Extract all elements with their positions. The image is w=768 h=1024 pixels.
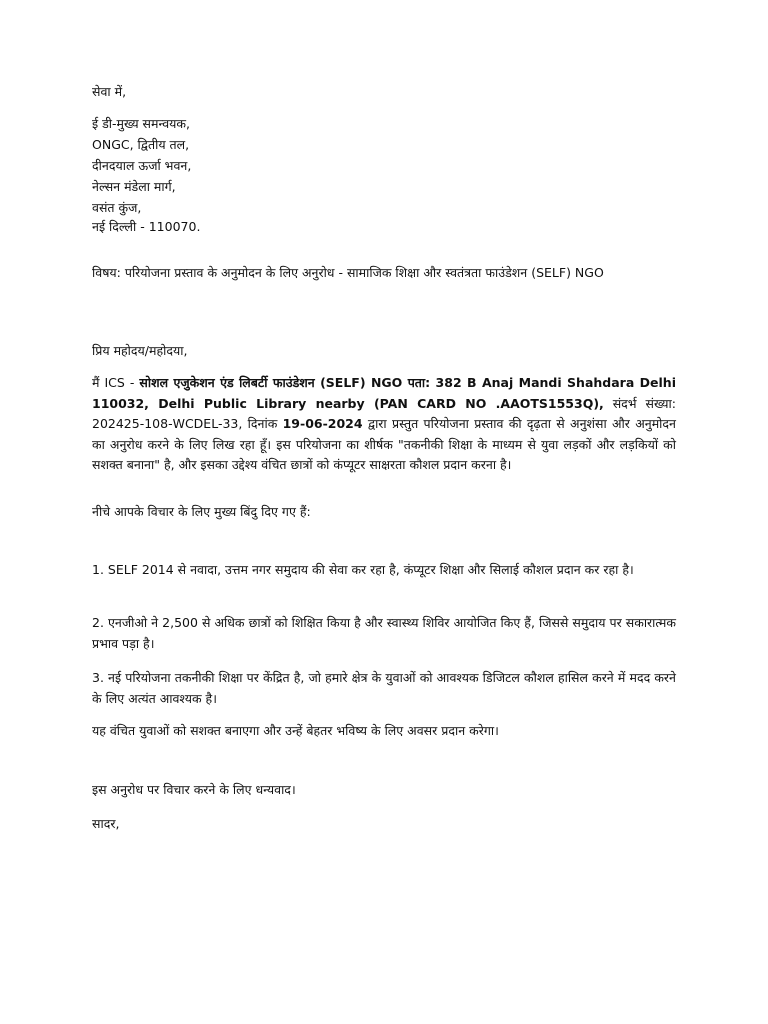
address-line: ONGC, द्वितीय तल, bbox=[92, 137, 190, 152]
intro-text: संदर्भ संख्या: 202425-108-WCDEL-33, दिनांक bbox=[92, 395, 676, 431]
point-item: 2. एनजीओ ने 2,500 से अधिक छात्रों को शिक्षित किया है और स्वास्थ्य शिविर आयोजित किए हैं, जिससे समुदाय पर सकारात्मक प्रभाव पड़ा है। bbox=[92, 615, 676, 651]
address-line: वसंत कुंज, bbox=[92, 200, 142, 215]
greeting: प्रिय महोदय/महोदया, bbox=[92, 343, 188, 358]
thanks-line: इस अनुरोध पर विचार करने के लिए धन्यवाद। bbox=[92, 782, 296, 797]
intro-text: द्वारा प्रस्तुत परियोजना प्रस्ताव की दृढ़ता से अनुशंसा और अनुमोदन का अनुरोध करने के लिए लिख रहा हूँ। इस परियोजना का शीर्षक "तकनीकी शिक्षा के माध्यम से युवा लड़कों और लड़कियों को सशक्त बनाना" है, और इसका उद्देश्य वंचित छात्रों को कंप्यूटर साक्षरता कौशल प्रदान करना है। bbox=[92, 416, 676, 472]
proposal-date: 19-06-2024 bbox=[282, 416, 363, 431]
salutation-to: सेवा में, bbox=[92, 84, 127, 99]
address-line: नेल्सन मंडेला मार्ग, bbox=[92, 179, 176, 194]
point-item: 3. नई परियोजना तकनीकी शिक्षा पर केंद्रित है, जो हमारे क्षेत्र के युवाओं को आवश्यक डिजिटल कौशल हासिल करने में मदद करने के लिए अत्यंत आवश्यक है। bbox=[92, 670, 676, 706]
address-line: दीनदयाल ऊर्जा भवन, bbox=[92, 158, 192, 173]
point-item: 1. SELF 2014 से नवादा, उत्तम नगर समुदाय की सेवा कर रहा है, कंप्यूटर शिक्षा और सिलाई कौशल प्रदान कर रहा है। bbox=[92, 562, 634, 577]
organization-details: सोशल एजुकेशन एंड लिबर्टी फाउंडेशन (SELF) NGO पता: 382 B Anaj Mandi Shahdara Delhi 110032, Delhi Public Library nearby (PAN CARD NO .AAOTS1553Q), bbox=[92, 375, 676, 411]
address-line: ई डी-मुख्य समन्वयक, bbox=[92, 116, 190, 131]
intro-text: मैं ICS - bbox=[92, 375, 140, 390]
impact-statement: यह वंचित युवाओं को सशक्त बनाएगा और उन्हें बेहतर भविष्य के लिए अवसर प्रदान करेगा। bbox=[92, 723, 499, 738]
intro-paragraph bbox=[92, 373, 676, 476]
address-line: नई दिल्ली - 110070. bbox=[92, 219, 201, 234]
subject-line: विषय: परियोजना प्रस्ताव के अनुमोदन के लिए अनुरोध - सामाजिक शिक्षा और स्वतंत्रता फाउंडेशन (SELF) NGO bbox=[92, 265, 604, 280]
closing-line: सादर, bbox=[92, 816, 120, 831]
points-intro: नीचे आपके विचार के लिए मुख्य बिंदु दिए गए हैं: bbox=[92, 504, 311, 519]
